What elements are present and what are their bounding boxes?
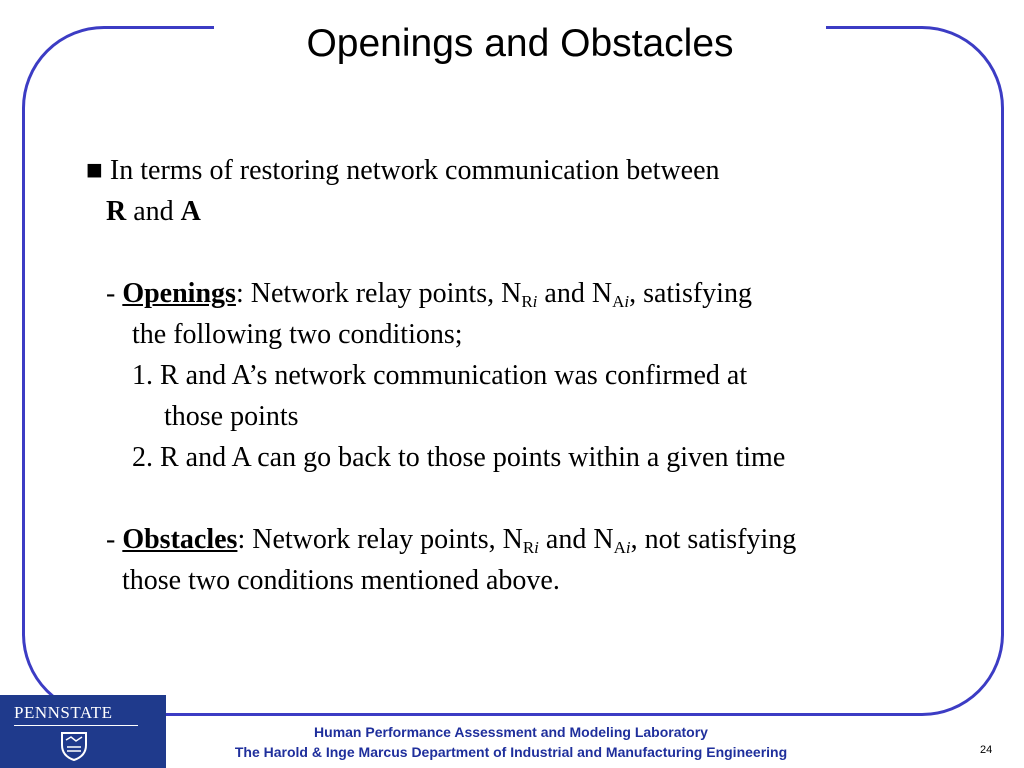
openings-line-2: the following two conditions; (132, 319, 463, 350)
obstacles-line-2: those two conditions mentioned above. (122, 565, 560, 596)
logo-divider (14, 725, 138, 726)
openings-term: Openings (122, 278, 236, 309)
shield-icon (60, 731, 88, 761)
slide-title: Openings and Obstacles (306, 22, 734, 65)
intro-line: ■ In terms of restoring network communication between (86, 155, 720, 186)
pennstate-logo (0, 695, 166, 768)
obstacles-definition: - Obstacles: Network relay points, $N_{Ri}$ and $N_{Ai}$, not satisfying (106, 524, 797, 557)
obstacles-term: Obstacles (122, 524, 238, 555)
condition-2: 2. R and A can go back to those points within a given time (132, 442, 786, 473)
condition-1-cont: those points (164, 401, 299, 432)
condition-1: 1. R and A’s network communication was confirmed at (132, 360, 748, 391)
lab-name: Human Performance Assessment and Modeling Laboratory (314, 724, 708, 740)
intro-line-2: R and A (106, 196, 201, 227)
logo-wordmark: PENNSTATE (14, 703, 113, 722)
bullet-icon: ■ (86, 155, 103, 186)
department-name: The Harold & Inge Marcus Department of Industrial and Manufacturing Engineering (234, 744, 788, 760)
footer-text (166, 722, 856, 762)
openings-definition: - Openings: Network relay points, $N_{Ri}$ and $N_{Ai}$, satisfying (106, 278, 752, 311)
slide-body (86, 150, 986, 601)
page-number: 24 (980, 744, 993, 756)
